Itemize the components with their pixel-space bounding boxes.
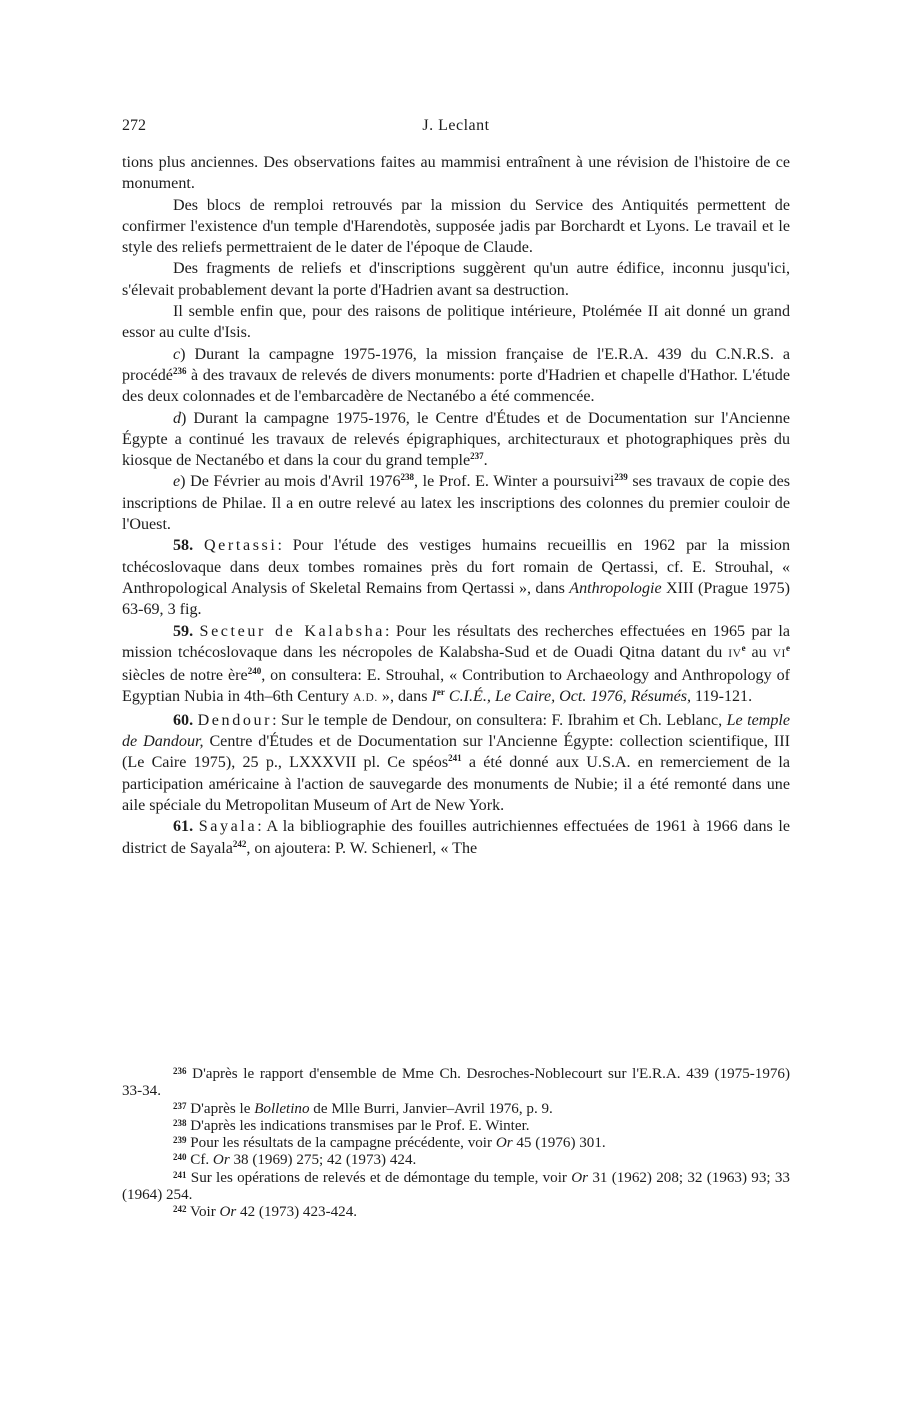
footnote-number: 236	[173, 1066, 187, 1076]
footnote-ref[interactable]: 240	[247, 666, 262, 677]
superscript: e	[741, 642, 746, 653]
footnote-text: Voir	[186, 1204, 220, 1221]
item-label: d	[173, 409, 182, 427]
roman-numeral: VI	[772, 647, 786, 660]
section-site-name: Sayala	[198, 818, 258, 836]
footnote-number: 240	[173, 1152, 187, 1163]
section-number: 59.	[173, 622, 194, 640]
footnote-number: 238	[173, 1117, 187, 1128]
footnote-text: Sur les opérations de relevés et de démontage du temple, voir	[186, 1169, 572, 1186]
footnote-236	[122, 1066, 790, 1101]
section-site-name: Dendour	[197, 711, 273, 729]
footnote-ref[interactable]: 238	[400, 472, 415, 483]
footnote-text: 45 (1976) 301.	[512, 1135, 606, 1152]
footnote-text: D'après les indications transmises par le Prof. E. Winter.	[186, 1117, 530, 1134]
italic-text: C.I.É., Le Caire, Oct. 1976, Résumés,	[444, 688, 692, 706]
section-number: 61.	[173, 818, 194, 836]
page-number: 272	[122, 117, 146, 134]
text-run: a été donné aux U.S.A. en remerciement de la participation américaine à l'action de sauvegarde des monuments de Nubie; il a été remonté dans une aile spéciale du Metropolitan Museum of Art de New York.	[122, 754, 790, 814]
footnote-text: Cf.	[186, 1152, 213, 1169]
section-number: 58.	[173, 537, 194, 555]
paragraph: Des blocs de remploi retrouvés par la mission du Service des Antiquités permettent de confirmer l'existence d'un temple d'Harendotès, supposée jadis par Borchardt et Lyons. Le travail et le style des reliefs permettraient de le dater de l'époque de Claude.	[122, 196, 790, 257]
journal-title: Anthropologie	[569, 579, 662, 597]
footnote-237	[122, 1101, 790, 1118]
section-site-name: Qertassi	[203, 537, 278, 555]
footnote-number: 241	[173, 1169, 187, 1180]
text-run: 119-121.	[691, 688, 753, 706]
italic-text: I	[431, 688, 437, 706]
footnote-238	[122, 1118, 790, 1135]
footnote-text: D'après le rapport d'ensemble de Mme Ch. Desroches-Noblecourt sur l'E.R.A. 439 (1975-1976) 33-34.	[122, 1066, 790, 1100]
footnote-number: 237	[173, 1100, 187, 1111]
footnote-ref[interactable]: 241	[448, 753, 462, 764]
small-caps-text: A.D.	[353, 692, 378, 705]
text-run: à des travaux de relevés de divers monuments: porte d'Hadrien et chapelle d'Hathor. L'étude des deux colonnades et de l'embarcadère de Nectanébo a été commencée.	[122, 366, 790, 406]
text-run: .	[483, 452, 488, 470]
footnote-number: 242	[173, 1204, 187, 1215]
paragraph: tions plus anciennes. Des observations faites au mammisi entraînent à une révision de l'histoire de ce monument.	[122, 154, 790, 193]
italic-text: Or	[219, 1204, 237, 1221]
text-run: : A la bibliographie des fouilles autrichiennes effectuées de 1961 à 1966 dans le district de Sayala	[122, 818, 790, 857]
text-run: siècles de notre ère	[122, 667, 248, 685]
text-run: », dans	[377, 688, 432, 706]
paragraph-e	[122, 471, 790, 535]
footnote-ref[interactable]: 237	[470, 451, 484, 462]
text-run: ) Durant la campagne 1975-1976, la mission française de l'E.R.A. 439 du C.N.R.S. a procédé	[122, 345, 790, 384]
section-number: 60.	[173, 711, 194, 729]
text-run: : Pour l'étude des vestiges humains recueillis en 1962 par la mission tchécoslovaque dans deux tombes romaines près du fort romain de Qertassi, cf. E. Strouhal, « Anthropological Analysis of Skeletal Remains from Qertassi », dans	[122, 537, 790, 597]
section-61	[122, 816, 790, 859]
superscript: er	[436, 687, 445, 698]
paragraph: Il semble enfin que, pour des raisons de politique intérieure, Ptolémée II ait donné un grand essor au culte d'Isis.	[122, 303, 790, 342]
text-run: : Pour les résultats des recherches effectuées en 1965 par la mission tchécoslovaque dans les nécropoles de Kalabsha-Sud et de Ouadi Qitna datant du	[122, 622, 790, 661]
item-label: c	[173, 345, 181, 363]
paragraph: Des fragments de reliefs et d'inscriptions suggèrent qu'un autre édifice, inconnu jusqu'ici, s'élevait probablement devant la porte d'Hadrien avant sa destruction.	[122, 260, 790, 299]
italic-text: Or	[571, 1169, 589, 1186]
footnotes	[122, 1066, 790, 1222]
section-59	[122, 621, 790, 710]
footnote-239	[122, 1135, 790, 1152]
text-run: ) Durant la campagne 1975-1976, le Centre d'Études et de Documentation sur l'Ancienne Égypte a continué les travaux de relevés épigraphiques, architecturaux et photographiques près du kiosque de Nectanébo et dans la cour du grand temple	[122, 409, 790, 470]
footnote-text: 42 (1973) 423-424.	[236, 1204, 358, 1221]
text-run: ses travaux de copie des inscriptions de Philae. Il a en outre relevé au latex les inscriptions des colonnes du premier couloir de l'Ouest.	[122, 473, 791, 534]
italic-text: Bolletino	[254, 1100, 310, 1117]
footnote-241	[122, 1170, 790, 1205]
footnote-text: Pour les résultats de la campagne précédente, voir	[186, 1135, 496, 1152]
footnote-ref[interactable]: 236	[172, 365, 187, 376]
italic-text: Or	[495, 1135, 513, 1152]
text-run: , on consultera: E. Strouhal, « Contribution to Archaeology and Anthropology of Egyptian Nubia in 4th–6th Century	[122, 667, 790, 706]
roman-numeral: IV	[728, 647, 742, 660]
footnote-ref[interactable]: 239	[614, 472, 628, 483]
italic-text: Or	[212, 1152, 230, 1169]
section-58	[122, 535, 790, 620]
text-run: Centre d'Études et de Documentation sur l'Ancienne Égypte: collection scientifique, III (Le Caire 1975), 25 p., LXXXVII pl. Ce spéos	[122, 733, 790, 772]
text-run: ) De Février au mois d'Avril 1976	[180, 473, 401, 491]
footnote-text: de Mlle Burri, Janvier–Avril 1976, p. 9.	[309, 1100, 553, 1117]
item-label: e	[173, 473, 181, 491]
section-site-name: Secteur de Kalabsha	[199, 622, 386, 640]
paragraph-c	[122, 344, 790, 408]
footnote-text: 38 (1969) 275; 42 (1973) 424.	[229, 1152, 417, 1169]
book-title: Le temple de Dandour,	[122, 711, 790, 751]
text-run: , le Prof. E. Winter a poursuivi	[414, 473, 615, 491]
superscript: e	[786, 642, 790, 653]
footnote-text: D'après le	[186, 1100, 255, 1117]
footnote-240	[122, 1152, 790, 1169]
paragraph-d	[122, 408, 790, 472]
text-run: : Sur le temple de Dendour, on consultera: F. Ibrahim et Ch. Leblanc,	[272, 711, 727, 729]
footnote-242	[122, 1204, 790, 1221]
running-header	[122, 117, 790, 139]
footnote-ref[interactable]: 242	[232, 838, 247, 849]
text-run: , on ajoutera: P. W. Schienerl, « The	[246, 839, 478, 857]
footnote-text: 31 (1962) 208; 32 (1963) 93; 33 (1964) 254.	[122, 1169, 790, 1204]
running-title: J. Leclant	[422, 117, 490, 134]
text-run: XIII (Prague 1975) 63-69, 3 fig.	[122, 579, 790, 619]
main-text	[122, 152, 790, 859]
text-run: au	[745, 643, 773, 661]
footnote-number: 239	[173, 1135, 187, 1146]
section-60	[122, 710, 790, 816]
